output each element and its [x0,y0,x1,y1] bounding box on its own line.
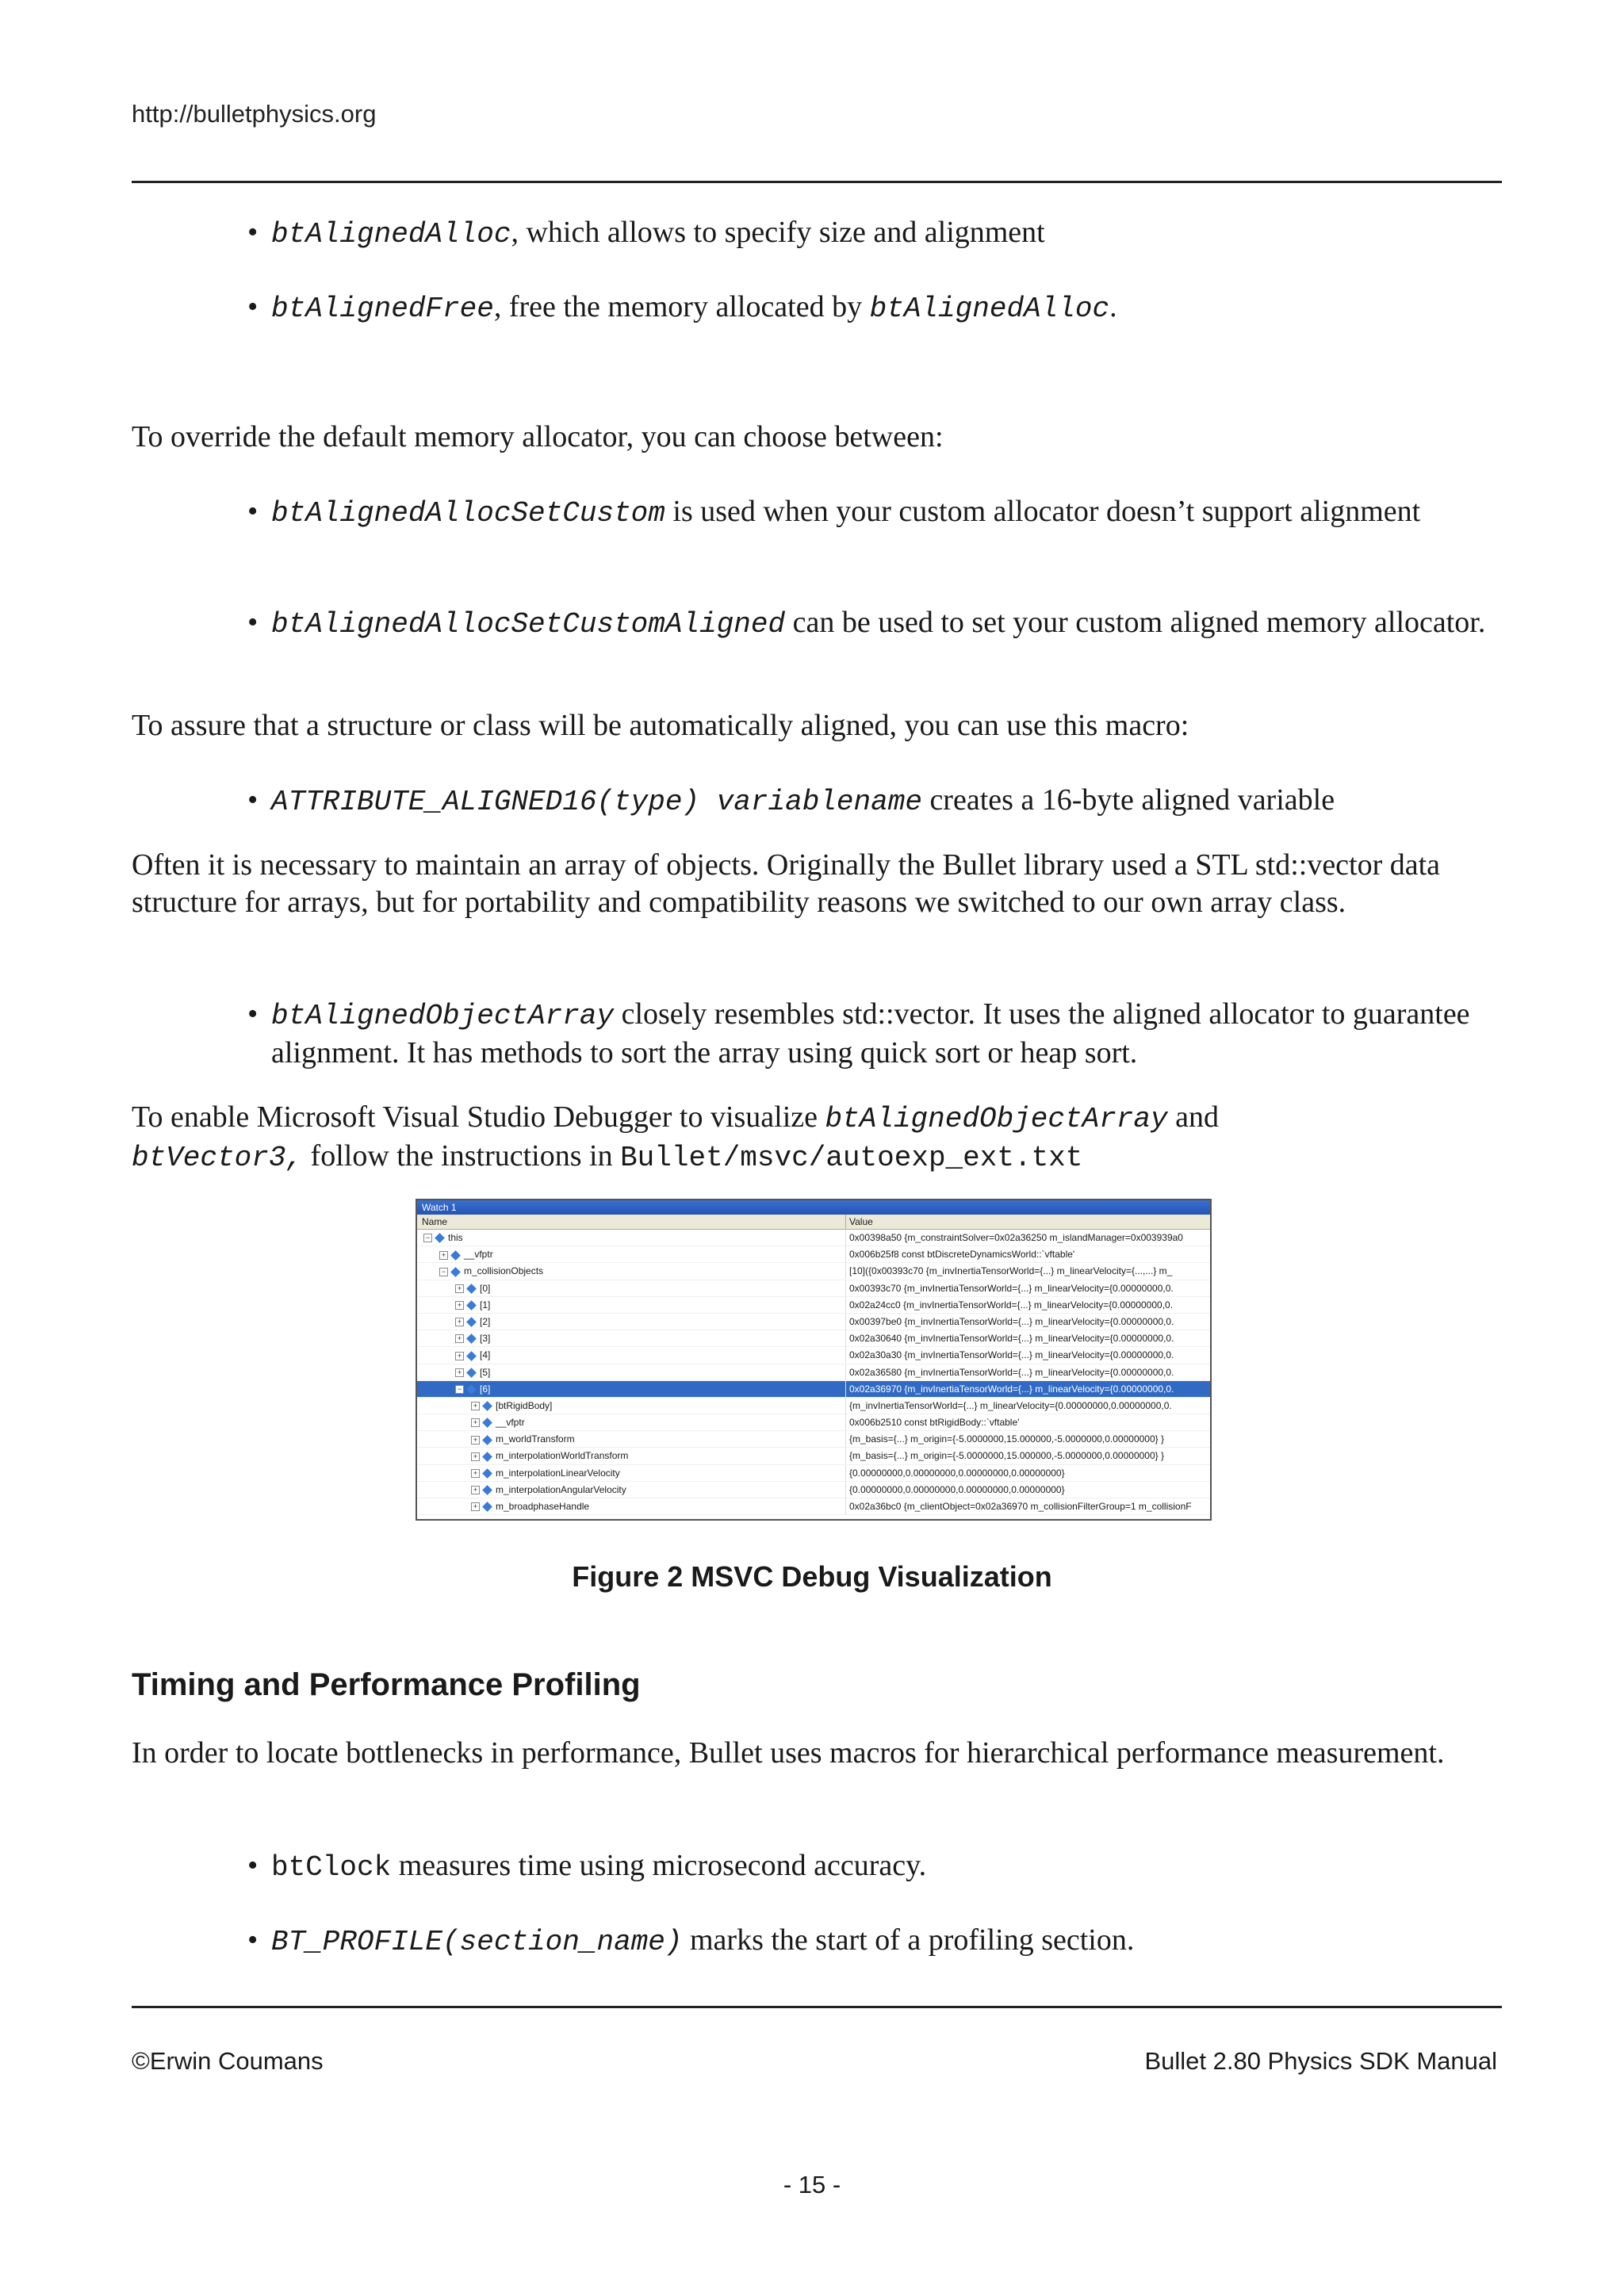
field-icon [466,1351,477,1361]
paragraph: To assure that a structure or class will be automatically aligned, you can use this macro: [132,709,1189,742]
expand-toggle-icon[interactable]: − [439,1268,448,1276]
code-span: btAlignedAllocSetCustomAligned [271,608,786,641]
figure-caption: Figure 2 MSVC Debug Visualization [572,1560,1052,1593]
watch-row-value: 0x006b25f8 const btDiscreteDynamicsWorld::`vftable' [845,1246,1211,1262]
watch-row-value: 0x02a36970 {m_invInertiaTensorWorld={...} m_linearVelocity={0.00000000,0. [845,1381,1211,1397]
list-item: • btAlignedAlloc, which allows to specify size and alignment [247,216,1045,251]
watch-row-value: 0x00393c70 {m_invInertiaTensorWorld={...} m_linearVelocity={0.00000000,0. [845,1280,1211,1296]
list-item: • btClock measures time using microsecond accuracy. [247,1849,927,1884]
field-icon [482,1418,492,1429]
code-span: ATTRIBUTE_ALIGNED16(type) variablename [271,786,922,818]
watch-row-value: {0.00000000,0.00000000,0.00000000,0.00000000} [845,1465,1211,1481]
column-value: Value [845,1215,873,1229]
watch-header [417,1215,1210,1230]
list-item: • btAlignedFree, free the memory allocated by btAlignedAlloc. [247,290,1117,325]
watch-row-value: 0x02a24cc0 {m_invInertiaTensorWorld={...} m_linearVelocity={0.00000000,0. [845,1297,1211,1313]
watch-row[interactable] [417,1465,1210,1482]
list-item: • ATTRIBUTE_ALIGNED16(type) variablename creates a 16-byte aligned variable [247,783,1335,818]
watch-row-name: + [3] [417,1330,880,1346]
watch-row-value: 0x00398a50 {m_constraintSolver=0x02a36250 m_islandManager=0x003939a0 [845,1230,1211,1246]
field-icon [482,1401,492,1411]
watch-row[interactable] [417,1280,1210,1297]
watch-row-name: − m_collisionObjects [417,1263,864,1279]
watch-row[interactable] [417,1431,1210,1448]
expand-toggle-icon[interactable]: + [471,1502,480,1511]
field-icon [466,1384,477,1395]
watch-row[interactable] [417,1314,1210,1330]
watch-row-value: {m_invInertiaTensorWorld={...} m_linearVelocity={0.00000000,0.00000000,0. [845,1398,1211,1414]
watch-row-value: 0x02a30640 {m_invInertiaTensorWorld={...} m_linearVelocity={0.00000000,0. [845,1330,1211,1346]
watch-row-name: + [4] [417,1347,880,1363]
header-rule [132,181,1502,183]
watch-row-name: + [btRigidBody] [417,1398,896,1414]
watch-row[interactable] [417,1364,1210,1381]
watch-row[interactable] [417,1330,1210,1347]
field-icon [466,1368,477,1378]
field-icon [450,1250,461,1261]
expand-toggle-icon[interactable]: + [471,1452,480,1461]
watch-window-figure [416,1199,1212,1521]
watch-row-value: 0x02a30a30 {m_invInertiaTensorWorld={...} m_linearVelocity={0.00000000,0. [845,1347,1211,1363]
field-icon [482,1485,492,1495]
code-span: btClock [271,1851,392,1884]
paragraph: To override the default memory allocator, you can choose between: [132,420,944,453]
watch-row[interactable] [417,1414,1210,1431]
watch-row-value: 0x00397be0 {m_invInertiaTensorWorld={...} m_linearVelocity={0.00000000,0. [845,1314,1211,1330]
watch-row-name: − [6] [417,1381,880,1397]
watch-row-name: − this [417,1230,848,1246]
watch-row-value: [10]({0x00393c70 {m_invInertiaTensorWorld={...} m_linearVelocity={...,...} m_ [845,1263,1211,1279]
field-icon [466,1284,477,1294]
watch-row-name: + __vfptr [417,1414,896,1430]
watch-row-name: + m_worldTransform [417,1431,896,1447]
watch-row-name: + m_broadphaseHandle [417,1498,896,1514]
field-icon [466,1300,477,1311]
expand-toggle-icon[interactable]: + [471,1418,480,1427]
watch-row-name: + [5] [417,1364,880,1380]
expand-toggle-icon[interactable]: + [455,1301,464,1310]
watch-row[interactable] [417,1297,1210,1314]
field-icon [435,1233,445,1243]
watch-row-name: + [0] [417,1280,880,1296]
expand-toggle-icon[interactable]: + [455,1284,464,1293]
footer-title: Bullet 2.80 Physics SDK Manual [1144,2047,1497,2075]
code-span: btAlignedFree [271,293,494,325]
field-icon [450,1267,461,1277]
watch-row-name: + [2] [417,1314,880,1330]
watch-row-value: {0.00000000,0.00000000,0.00000000,0.00000000} [845,1482,1211,1498]
watch-title: Watch 1 [417,1200,1210,1215]
field-icon [466,1317,477,1327]
watch-row-value: {m_basis={...} m_origin={-5.0000000,15.000000,-5.0000000,0.00000000} } [845,1431,1211,1447]
watch-row-value: 0x02a36580 {m_invInertiaTensorWorld={...} m_linearVelocity={0.00000000,0. [845,1364,1211,1380]
list-item: • btAlignedObjectArray closely resembles std::vector. It uses the aligned allocator to guarantee alignment. It has methods to sort the array using quick sort or heap sort. [247,997,1470,1070]
code-span: btAlignedAlloc [271,218,511,251]
watch-row[interactable] [417,1246,1210,1263]
expand-toggle-icon[interactable]: + [455,1368,464,1377]
expand-toggle-icon[interactable]: + [455,1318,464,1326]
watch-row-value: 0x02a36bc0 {m_clientObject=0x02a36970 m_collisionFilterGroup=1 m_collisionF [845,1498,1211,1514]
column-name: Name [422,1216,448,1227]
paragraph: In order to locate bottlenecks in performance, Bullet uses macros for hierarchical performance measurement. [132,1736,1445,1770]
watch-rows [417,1230,1210,1515]
section-title: Timing and Performance Profiling [132,1667,641,1702]
field-icon [482,1468,492,1479]
watch-row[interactable] [417,1448,1210,1464]
page-number: - 15 - [783,2171,841,2198]
header-url: http://bulletphysics.org [132,100,377,128]
watch-row[interactable] [417,1398,1210,1414]
code-span: btAlignedAlloc [869,293,1110,325]
footer-author: ©Erwin Coumans [132,2047,324,2075]
watch-row-name: + m_interpolationLinearVelocity [417,1465,896,1481]
watch-row[interactable] [417,1482,1210,1498]
expand-toggle-icon[interactable]: + [471,1436,480,1445]
paragraph: To enable Microsoft Visual Studio Debugger to visualize btAlignedObjectArray and btVector3, follow the instructions in Bullet/msvc/autoexp_ext.txt [132,1100,1219,1174]
expand-toggle-icon[interactable]: + [455,1334,464,1343]
code-span: BT_PROFILE(section_name) [271,1926,683,1958]
field-icon [482,1452,492,1462]
watch-row-name: + m_interpolationAngularVelocity [417,1482,896,1498]
watch-row-name: + __vfptr [417,1246,864,1262]
list-item: • btAlignedAllocSetCustomAligned can be used to set your custom aligned memory allocator. [247,606,1486,641]
expand-toggle-icon[interactable]: − [455,1385,464,1394]
field-icon [466,1334,477,1345]
expand-toggle-icon[interactable]: + [471,1469,480,1478]
watch-row-value: {m_basis={...} m_origin={-5.0000000,15.000000,-5.0000000,0.00000000} } [845,1448,1211,1464]
code-span: btAlignedAllocSetCustom [271,497,665,530]
field-icon [482,1435,492,1445]
watch-row[interactable] [417,1498,1210,1515]
expand-toggle-icon[interactable]: − [423,1234,432,1242]
watch-row-name: + m_interpolationWorldTransform [417,1448,896,1464]
watch-row[interactable] [417,1381,1210,1398]
code-span: btVector3, [132,1142,304,1174]
watch-row[interactable] [417,1230,1210,1246]
watch-row[interactable] [417,1263,1210,1280]
list-item: • btAlignedAllocSetCustom is used when your custom allocator doesn’t support alignment [247,495,1421,530]
watch-row-value: 0x006b2510 const btRigidBody::`vftable' [845,1414,1211,1430]
expand-toggle-icon[interactable]: + [471,1486,480,1494]
expand-toggle-icon[interactable]: + [471,1402,480,1410]
watch-row-name: + [1] [417,1297,880,1313]
expand-toggle-icon[interactable]: + [455,1352,464,1360]
watch-row[interactable] [417,1347,1210,1364]
code-span: btAlignedObjectArray [825,1103,1168,1135]
list-item: • BT_PROFILE(section_name) marks the start of a profiling section. [247,1923,1135,1958]
paragraph: Often it is necessary to maintain an array of objects. Originally the Bullet library used a STL std::vector data structure for arrays, but for portability and compatibility reasons we switched to our own array class. [132,848,1441,919]
code-span: btAlignedObjectArray [271,1000,615,1032]
expand-toggle-icon[interactable]: + [439,1251,448,1260]
footer-rule [132,2006,1502,2008]
field-icon [482,1502,492,1512]
file-path: Bullet/msvc/autoexp_ext.txt [620,1142,1083,1174]
